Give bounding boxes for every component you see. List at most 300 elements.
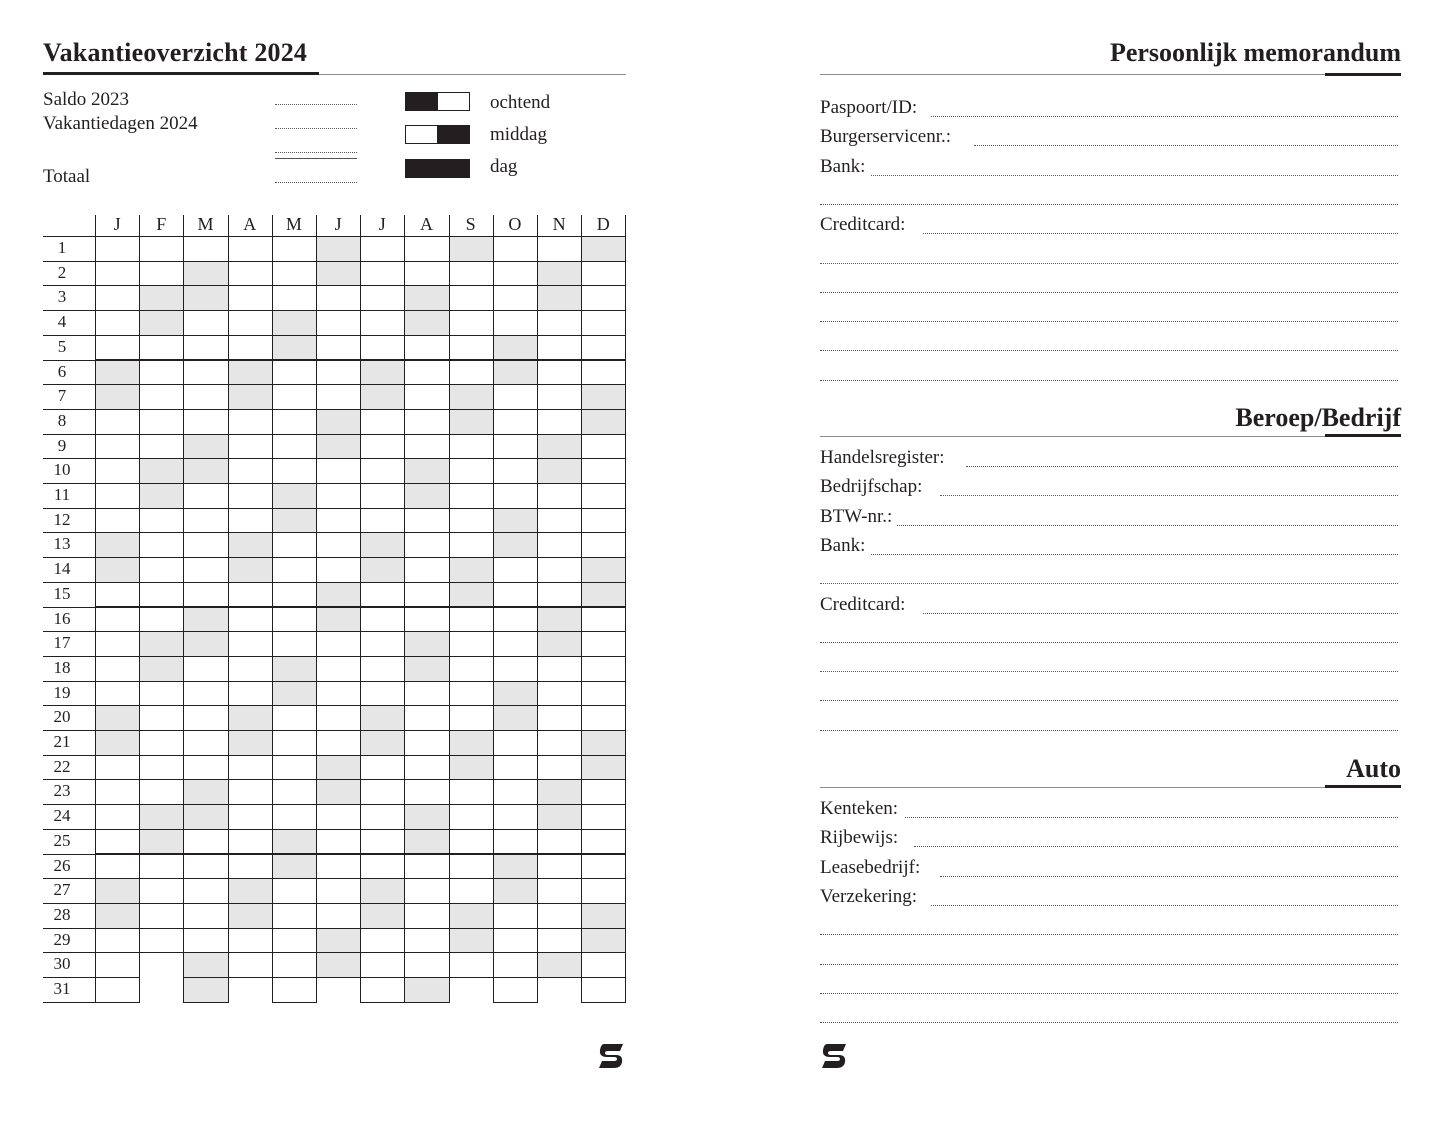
calendar-day-cell[interactable] bbox=[360, 508, 405, 534]
calendar-day-cell[interactable] bbox=[272, 755, 317, 781]
calendar-day-cell[interactable] bbox=[404, 952, 449, 978]
calendar-day-cell[interactable] bbox=[493, 384, 538, 410]
calendar-weekend-cell[interactable] bbox=[316, 607, 361, 633]
vakantiedagen-field[interactable] bbox=[275, 128, 357, 129]
calendar-day-cell[interactable] bbox=[493, 261, 538, 287]
calendar-day-cell[interactable] bbox=[228, 928, 273, 954]
calendar-weekend-cell[interactable] bbox=[449, 928, 494, 954]
calendar-day-cell[interactable] bbox=[228, 582, 273, 608]
calendar-day-cell[interactable] bbox=[95, 582, 140, 608]
calendar-weekend-cell[interactable] bbox=[537, 458, 582, 484]
calendar-weekend-cell[interactable] bbox=[449, 409, 494, 435]
calendar-day-cell[interactable] bbox=[581, 360, 626, 386]
calendar-weekend-cell[interactable] bbox=[183, 434, 228, 460]
calendar-day-cell[interactable] bbox=[228, 681, 273, 707]
calendar-day-cell[interactable] bbox=[449, 261, 494, 287]
calendar-day-cell[interactable] bbox=[228, 508, 273, 534]
calendar-day-cell[interactable] bbox=[228, 755, 273, 781]
field-input[interactable] bbox=[923, 233, 1398, 234]
calendar-weekend-cell[interactable] bbox=[581, 903, 626, 929]
field-input[interactable] bbox=[966, 466, 1398, 467]
calendar-weekend-cell[interactable] bbox=[360, 903, 405, 929]
calendar-weekend-cell[interactable] bbox=[183, 458, 228, 484]
calendar-day-cell[interactable] bbox=[316, 829, 361, 855]
calendar-weekend-cell[interactable] bbox=[183, 261, 228, 287]
calendar-day-cell[interactable] bbox=[537, 532, 582, 558]
calendar-day-cell[interactable] bbox=[449, 631, 494, 657]
calendar-weekend-cell[interactable] bbox=[139, 631, 184, 657]
calendar-day-cell[interactable] bbox=[139, 854, 184, 880]
calendar-day-cell[interactable] bbox=[183, 384, 228, 410]
calendar-day-cell[interactable] bbox=[581, 977, 626, 1003]
calendar-day-cell[interactable] bbox=[493, 829, 538, 855]
calendar-day-cell[interactable] bbox=[404, 236, 449, 262]
calendar-weekend-cell[interactable] bbox=[139, 483, 184, 509]
field-continuation-line[interactable] bbox=[820, 204, 1398, 205]
calendar-weekend-cell[interactable] bbox=[139, 804, 184, 830]
calendar-day-cell[interactable] bbox=[404, 854, 449, 880]
calendar-day-cell[interactable] bbox=[228, 854, 273, 880]
calendar-day-cell[interactable] bbox=[272, 730, 317, 756]
calendar-day-cell[interactable] bbox=[272, 705, 317, 731]
calendar-day-cell[interactable] bbox=[316, 804, 361, 830]
calendar-weekend-cell[interactable] bbox=[404, 977, 449, 1003]
field-continuation-line[interactable] bbox=[820, 993, 1398, 994]
calendar-day-cell[interactable] bbox=[228, 829, 273, 855]
calendar-weekend-cell[interactable] bbox=[537, 607, 582, 633]
field-input[interactable] bbox=[897, 525, 1398, 526]
calendar-day-cell[interactable] bbox=[493, 928, 538, 954]
calendar-day-cell[interactable] bbox=[404, 409, 449, 435]
calendar-weekend-cell[interactable] bbox=[537, 804, 582, 830]
calendar-day-cell[interactable] bbox=[449, 607, 494, 633]
calendar-day-cell[interactable] bbox=[581, 434, 626, 460]
calendar-weekend-cell[interactable] bbox=[404, 804, 449, 830]
calendar-weekend-cell[interactable] bbox=[360, 730, 405, 756]
calendar-day-cell[interactable] bbox=[139, 335, 184, 361]
calendar-day-cell[interactable] bbox=[404, 779, 449, 805]
extra-field[interactable] bbox=[275, 152, 357, 153]
calendar-day-cell[interactable] bbox=[316, 730, 361, 756]
calendar-weekend-cell[interactable] bbox=[537, 434, 582, 460]
calendar-day-cell[interactable] bbox=[228, 236, 273, 262]
calendar-day-cell[interactable] bbox=[95, 285, 140, 311]
calendar-day-cell[interactable] bbox=[139, 360, 184, 386]
calendar-weekend-cell[interactable] bbox=[316, 952, 361, 978]
calendar-day-cell[interactable] bbox=[183, 878, 228, 904]
calendar-day-cell[interactable] bbox=[316, 903, 361, 929]
calendar-day-cell[interactable] bbox=[139, 607, 184, 633]
calendar-day-cell[interactable] bbox=[493, 779, 538, 805]
calendar-weekend-cell[interactable] bbox=[316, 261, 361, 287]
calendar-day-cell[interactable] bbox=[493, 483, 538, 509]
calendar-day-cell[interactable] bbox=[449, 335, 494, 361]
calendar-weekend-cell[interactable] bbox=[316, 434, 361, 460]
calendar-day-cell[interactable] bbox=[272, 409, 317, 435]
calendar-day-cell[interactable] bbox=[139, 779, 184, 805]
calendar-day-cell[interactable] bbox=[404, 705, 449, 731]
calendar-day-cell[interactable] bbox=[493, 804, 538, 830]
calendar-weekend-cell[interactable] bbox=[449, 755, 494, 781]
calendar-day-cell[interactable] bbox=[139, 681, 184, 707]
calendar-day-cell[interactable] bbox=[581, 854, 626, 880]
calendar-weekend-cell[interactable] bbox=[183, 952, 228, 978]
calendar-weekend-cell[interactable] bbox=[449, 236, 494, 262]
calendar-weekend-cell[interactable] bbox=[316, 779, 361, 805]
calendar-day-cell[interactable] bbox=[360, 631, 405, 657]
calendar-day-cell[interactable] bbox=[449, 434, 494, 460]
calendar-day-cell[interactable] bbox=[449, 705, 494, 731]
calendar-day-cell[interactable] bbox=[183, 730, 228, 756]
calendar-weekend-cell[interactable] bbox=[493, 360, 538, 386]
calendar-day-cell[interactable] bbox=[493, 607, 538, 633]
calendar-day-cell[interactable] bbox=[139, 434, 184, 460]
calendar-day-cell[interactable] bbox=[493, 903, 538, 929]
calendar-day-cell[interactable] bbox=[272, 878, 317, 904]
field-input[interactable] bbox=[940, 876, 1398, 877]
calendar-day-cell[interactable] bbox=[139, 903, 184, 929]
field-continuation-line[interactable] bbox=[820, 263, 1398, 264]
calendar-day-cell[interactable] bbox=[139, 730, 184, 756]
calendar-weekend-cell[interactable] bbox=[95, 705, 140, 731]
field-input[interactable] bbox=[871, 175, 1398, 176]
calendar-day-cell[interactable] bbox=[537, 705, 582, 731]
calendar-weekend-cell[interactable] bbox=[183, 285, 228, 311]
calendar-day-cell[interactable] bbox=[316, 310, 361, 336]
calendar-day-cell[interactable] bbox=[537, 335, 582, 361]
calendar-day-cell[interactable] bbox=[272, 631, 317, 657]
calendar-day-cell[interactable] bbox=[360, 804, 405, 830]
calendar-day-cell[interactable] bbox=[537, 681, 582, 707]
calendar-day-cell[interactable] bbox=[95, 409, 140, 435]
calendar-weekend-cell[interactable] bbox=[95, 360, 140, 386]
field-continuation-line[interactable] bbox=[820, 934, 1398, 935]
calendar-day-cell[interactable] bbox=[537, 755, 582, 781]
calendar-day-cell[interactable] bbox=[183, 409, 228, 435]
calendar-day-cell[interactable] bbox=[183, 656, 228, 682]
calendar-weekend-cell[interactable] bbox=[581, 730, 626, 756]
calendar-day-cell[interactable] bbox=[404, 434, 449, 460]
calendar-weekend-cell[interactable] bbox=[183, 779, 228, 805]
calendar-day-cell[interactable] bbox=[272, 434, 317, 460]
calendar-day-cell[interactable] bbox=[493, 409, 538, 435]
calendar-day-cell[interactable] bbox=[183, 582, 228, 608]
calendar-day-cell[interactable] bbox=[493, 631, 538, 657]
calendar-day-cell[interactable] bbox=[316, 705, 361, 731]
calendar-day-cell[interactable] bbox=[581, 705, 626, 731]
calendar-day-cell[interactable] bbox=[95, 656, 140, 682]
calendar-day-cell[interactable] bbox=[360, 261, 405, 287]
calendar-day-cell[interactable] bbox=[449, 878, 494, 904]
calendar-weekend-cell[interactable] bbox=[95, 878, 140, 904]
calendar-day-cell[interactable] bbox=[183, 360, 228, 386]
calendar-day-cell[interactable] bbox=[581, 261, 626, 287]
calendar-day-cell[interactable] bbox=[95, 310, 140, 336]
calendar-day-cell[interactable] bbox=[316, 557, 361, 583]
calendar-weekend-cell[interactable] bbox=[493, 532, 538, 558]
calendar-weekend-cell[interactable] bbox=[139, 285, 184, 311]
calendar-day-cell[interactable] bbox=[139, 755, 184, 781]
calendar-day-cell[interactable] bbox=[272, 384, 317, 410]
calendar-day-cell[interactable] bbox=[228, 804, 273, 830]
calendar-day-cell[interactable] bbox=[316, 656, 361, 682]
calendar-day-cell[interactable] bbox=[95, 261, 140, 287]
calendar-day-cell[interactable] bbox=[95, 681, 140, 707]
calendar-day-cell[interactable] bbox=[272, 236, 317, 262]
field-continuation-line[interactable] bbox=[820, 292, 1398, 293]
calendar-day-cell[interactable] bbox=[139, 557, 184, 583]
calendar-day-cell[interactable] bbox=[404, 261, 449, 287]
calendar-day-cell[interactable] bbox=[360, 854, 405, 880]
calendar-day-cell[interactable] bbox=[581, 285, 626, 311]
calendar-day-cell[interactable] bbox=[95, 483, 140, 509]
calendar-day-cell[interactable] bbox=[449, 829, 494, 855]
calendar-weekend-cell[interactable] bbox=[316, 928, 361, 954]
calendar-day-cell[interactable] bbox=[537, 928, 582, 954]
calendar-day-cell[interactable] bbox=[95, 829, 140, 855]
calendar-weekend-cell[interactable] bbox=[581, 236, 626, 262]
calendar-day-cell[interactable] bbox=[95, 236, 140, 262]
calendar-day-cell[interactable] bbox=[537, 582, 582, 608]
calendar-day-cell[interactable] bbox=[537, 508, 582, 534]
calendar-day-cell[interactable] bbox=[183, 903, 228, 929]
calendar-weekend-cell[interactable] bbox=[228, 532, 273, 558]
calendar-weekend-cell[interactable] bbox=[493, 508, 538, 534]
field-continuation-line[interactable] bbox=[820, 583, 1398, 584]
calendar-weekend-cell[interactable] bbox=[493, 705, 538, 731]
calendar-day-cell[interactable] bbox=[272, 804, 317, 830]
calendar-day-cell[interactable] bbox=[360, 310, 405, 336]
calendar-weekend-cell[interactable] bbox=[404, 310, 449, 336]
calendar-day-cell[interactable] bbox=[139, 236, 184, 262]
calendar-day-cell[interactable] bbox=[95, 458, 140, 484]
calendar-weekend-cell[interactable] bbox=[95, 532, 140, 558]
calendar-day-cell[interactable] bbox=[183, 310, 228, 336]
calendar-day-cell[interactable] bbox=[404, 607, 449, 633]
calendar-weekend-cell[interactable] bbox=[272, 829, 317, 855]
calendar-day-cell[interactable] bbox=[493, 236, 538, 262]
calendar-day-cell[interactable] bbox=[537, 360, 582, 386]
calendar-day-cell[interactable] bbox=[449, 854, 494, 880]
calendar-day-cell[interactable] bbox=[581, 607, 626, 633]
calendar-day-cell[interactable] bbox=[493, 310, 538, 336]
calendar-day-cell[interactable] bbox=[272, 261, 317, 287]
calendar-weekend-cell[interactable] bbox=[316, 582, 361, 608]
calendar-weekend-cell[interactable] bbox=[493, 854, 538, 880]
calendar-day-cell[interactable] bbox=[581, 335, 626, 361]
calendar-weekend-cell[interactable] bbox=[228, 384, 273, 410]
calendar-day-cell[interactable] bbox=[581, 631, 626, 657]
calendar-day-cell[interactable] bbox=[581, 656, 626, 682]
calendar-day-cell[interactable] bbox=[272, 779, 317, 805]
field-input[interactable] bbox=[923, 613, 1398, 614]
calendar-weekend-cell[interactable] bbox=[95, 557, 140, 583]
calendar-day-cell[interactable] bbox=[316, 360, 361, 386]
calendar-weekend-cell[interactable] bbox=[537, 631, 582, 657]
calendar-day-cell[interactable] bbox=[139, 878, 184, 904]
calendar-day-cell[interactable] bbox=[537, 384, 582, 410]
calendar-day-cell[interactable] bbox=[360, 434, 405, 460]
calendar-day-cell[interactable] bbox=[316, 458, 361, 484]
calendar-weekend-cell[interactable] bbox=[360, 878, 405, 904]
calendar-day-cell[interactable] bbox=[581, 681, 626, 707]
calendar-day-cell[interactable] bbox=[404, 335, 449, 361]
calendar-day-cell[interactable] bbox=[404, 384, 449, 410]
calendar-day-cell[interactable] bbox=[272, 582, 317, 608]
calendar-day-cell[interactable] bbox=[581, 458, 626, 484]
calendar-day-cell[interactable] bbox=[183, 508, 228, 534]
calendar-day-cell[interactable] bbox=[493, 730, 538, 756]
calendar-day-cell[interactable] bbox=[493, 458, 538, 484]
calendar-day-cell[interactable] bbox=[360, 582, 405, 608]
calendar-day-cell[interactable] bbox=[183, 557, 228, 583]
calendar-day-cell[interactable] bbox=[183, 829, 228, 855]
calendar-day-cell[interactable] bbox=[449, 952, 494, 978]
calendar-day-cell[interactable] bbox=[228, 483, 273, 509]
calendar-day-cell[interactable] bbox=[228, 310, 273, 336]
calendar-day-cell[interactable] bbox=[360, 928, 405, 954]
calendar-day-cell[interactable] bbox=[493, 755, 538, 781]
calendar-day-cell[interactable] bbox=[272, 903, 317, 929]
calendar-day-cell[interactable] bbox=[449, 360, 494, 386]
calendar-day-cell[interactable] bbox=[360, 285, 405, 311]
calendar-day-cell[interactable] bbox=[493, 557, 538, 583]
calendar-weekend-cell[interactable] bbox=[360, 705, 405, 731]
calendar-day-cell[interactable] bbox=[183, 928, 228, 954]
calendar-weekend-cell[interactable] bbox=[139, 829, 184, 855]
calendar-day-cell[interactable] bbox=[449, 508, 494, 534]
calendar-day-cell[interactable] bbox=[449, 804, 494, 830]
calendar-day-cell[interactable] bbox=[581, 532, 626, 558]
calendar-day-cell[interactable] bbox=[316, 384, 361, 410]
calendar-day-cell[interactable] bbox=[493, 656, 538, 682]
calendar-day-cell[interactable] bbox=[95, 607, 140, 633]
calendar-day-cell[interactable] bbox=[183, 854, 228, 880]
calendar-weekend-cell[interactable] bbox=[581, 557, 626, 583]
calendar-day-cell[interactable] bbox=[360, 977, 405, 1003]
field-input[interactable] bbox=[871, 554, 1398, 555]
calendar-day-cell[interactable] bbox=[272, 952, 317, 978]
calendar-day-cell[interactable] bbox=[95, 804, 140, 830]
calendar-day-cell[interactable] bbox=[95, 854, 140, 880]
calendar-weekend-cell[interactable] bbox=[360, 384, 405, 410]
calendar-day-cell[interactable] bbox=[228, 631, 273, 657]
calendar-day-cell[interactable] bbox=[493, 977, 538, 1003]
calendar-weekend-cell[interactable] bbox=[183, 631, 228, 657]
calendar-day-cell[interactable] bbox=[581, 878, 626, 904]
calendar-weekend-cell[interactable] bbox=[581, 928, 626, 954]
calendar-weekend-cell[interactable] bbox=[404, 483, 449, 509]
calendar-day-cell[interactable] bbox=[139, 582, 184, 608]
field-continuation-line[interactable] bbox=[820, 642, 1398, 643]
calendar-weekend-cell[interactable] bbox=[272, 508, 317, 534]
calendar-day-cell[interactable] bbox=[360, 483, 405, 509]
calendar-weekend-cell[interactable] bbox=[449, 903, 494, 929]
calendar-day-cell[interactable] bbox=[404, 557, 449, 583]
calendar-day-cell[interactable] bbox=[95, 434, 140, 460]
calendar-day-cell[interactable] bbox=[95, 928, 140, 954]
field-input[interactable] bbox=[931, 116, 1398, 117]
calendar-weekend-cell[interactable] bbox=[272, 656, 317, 682]
calendar-day-cell[interactable] bbox=[183, 705, 228, 731]
calendar-weekend-cell[interactable] bbox=[272, 483, 317, 509]
calendar-weekend-cell[interactable] bbox=[183, 804, 228, 830]
calendar-day-cell[interactable] bbox=[95, 335, 140, 361]
calendar-weekend-cell[interactable] bbox=[316, 755, 361, 781]
calendar-day-cell[interactable] bbox=[537, 310, 582, 336]
calendar-weekend-cell[interactable] bbox=[360, 532, 405, 558]
field-continuation-line[interactable] bbox=[820, 350, 1398, 351]
calendar-day-cell[interactable] bbox=[316, 878, 361, 904]
calendar-day-cell[interactable] bbox=[183, 681, 228, 707]
calendar-day-cell[interactable] bbox=[95, 508, 140, 534]
calendar-day-cell[interactable] bbox=[449, 285, 494, 311]
calendar-day-cell[interactable] bbox=[228, 285, 273, 311]
calendar-day-cell[interactable] bbox=[272, 928, 317, 954]
field-input[interactable] bbox=[974, 145, 1398, 146]
calendar-weekend-cell[interactable] bbox=[404, 631, 449, 657]
calendar-weekend-cell[interactable] bbox=[139, 656, 184, 682]
calendar-day-cell[interactable] bbox=[404, 681, 449, 707]
calendar-weekend-cell[interactable] bbox=[228, 705, 273, 731]
calendar-weekend-cell[interactable] bbox=[228, 360, 273, 386]
calendar-weekend-cell[interactable] bbox=[228, 878, 273, 904]
calendar-day-cell[interactable] bbox=[449, 458, 494, 484]
calendar-day-cell[interactable] bbox=[493, 952, 538, 978]
calendar-day-cell[interactable] bbox=[581, 952, 626, 978]
calendar-weekend-cell[interactable] bbox=[537, 779, 582, 805]
calendar-weekend-cell[interactable] bbox=[581, 409, 626, 435]
totaal-field[interactable] bbox=[275, 182, 357, 183]
calendar-weekend-cell[interactable] bbox=[404, 656, 449, 682]
calendar-weekend-cell[interactable] bbox=[404, 829, 449, 855]
calendar-day-cell[interactable] bbox=[272, 360, 317, 386]
calendar-day-cell[interactable] bbox=[183, 483, 228, 509]
calendar-day-cell[interactable] bbox=[228, 409, 273, 435]
calendar-day-cell[interactable] bbox=[316, 285, 361, 311]
calendar-day-cell[interactable] bbox=[272, 557, 317, 583]
calendar-day-cell[interactable] bbox=[228, 607, 273, 633]
calendar-day-cell[interactable] bbox=[449, 779, 494, 805]
calendar-day-cell[interactable] bbox=[537, 236, 582, 262]
calendar-day-cell[interactable] bbox=[449, 656, 494, 682]
calendar-day-cell[interactable] bbox=[360, 681, 405, 707]
calendar-weekend-cell[interactable] bbox=[272, 854, 317, 880]
calendar-day-cell[interactable] bbox=[183, 755, 228, 781]
calendar-day-cell[interactable] bbox=[360, 755, 405, 781]
calendar-day-cell[interactable] bbox=[139, 508, 184, 534]
calendar-day-cell[interactable] bbox=[139, 384, 184, 410]
calendar-weekend-cell[interactable] bbox=[183, 607, 228, 633]
calendar-day-cell[interactable] bbox=[360, 607, 405, 633]
calendar-day-cell[interactable] bbox=[228, 335, 273, 361]
calendar-day-cell[interactable] bbox=[95, 952, 140, 978]
calendar-weekend-cell[interactable] bbox=[139, 310, 184, 336]
calendar-day-cell[interactable] bbox=[404, 903, 449, 929]
calendar-day-cell[interactable] bbox=[537, 903, 582, 929]
calendar-day-cell[interactable] bbox=[95, 779, 140, 805]
calendar-day-cell[interactable] bbox=[581, 829, 626, 855]
calendar-day-cell[interactable] bbox=[537, 854, 582, 880]
calendar-day-cell[interactable] bbox=[404, 755, 449, 781]
calendar-day-cell[interactable] bbox=[228, 779, 273, 805]
calendar-day-cell[interactable] bbox=[537, 878, 582, 904]
calendar-day-cell[interactable] bbox=[581, 804, 626, 830]
calendar-day-cell[interactable] bbox=[404, 730, 449, 756]
calendar-weekend-cell[interactable] bbox=[228, 903, 273, 929]
calendar-day-cell[interactable] bbox=[183, 236, 228, 262]
calendar-day-cell[interactable] bbox=[139, 928, 184, 954]
